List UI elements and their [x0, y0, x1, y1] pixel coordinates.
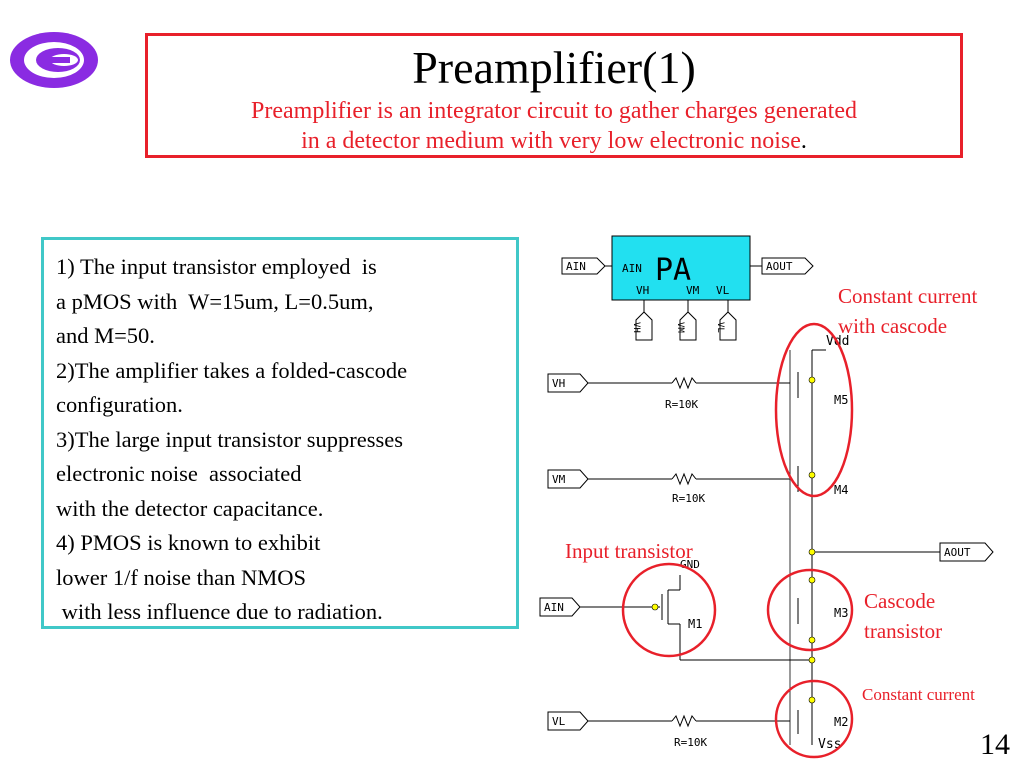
slide-subtitle — [148, 96, 960, 156]
port-aout-top-label: AOUT — [766, 260, 793, 273]
node-dot — [809, 472, 815, 478]
point-line: 4) PMOS is known to exhibit — [56, 530, 321, 555]
note-input-transistor: Input transistor — [565, 539, 693, 563]
gnd-label: GND — [680, 558, 700, 571]
note-line: transistor — [864, 619, 943, 643]
note-line: with cascode — [838, 314, 948, 338]
title-box — [145, 33, 963, 158]
vss-label: Vss — [818, 737, 842, 752]
resistor-vl — [672, 716, 696, 726]
m2-label: M2 — [834, 715, 849, 729]
port-aout-label: AOUT — [944, 546, 971, 559]
note-line: Cascode — [864, 589, 936, 613]
node-dot — [809, 549, 815, 555]
note-cascode-transistor — [864, 586, 942, 646]
m5-label: M5 — [834, 393, 849, 407]
resistor-vl-label: R=10K — [674, 736, 708, 749]
slide-title: Preamplifier(1) — [412, 42, 696, 93]
note-line: Constant current — [838, 284, 978, 308]
node-dot — [809, 697, 815, 703]
point-line: with the detector capacitance. — [56, 495, 324, 521]
highlight-input-transistor — [623, 564, 715, 656]
point-line: with less influence due to radiation. — [56, 599, 383, 624]
port-ain-label: AIN — [544, 601, 564, 614]
slide-number: 14 — [980, 728, 1010, 761]
resistor-vm-label: R=10K — [672, 492, 706, 505]
points-box — [41, 237, 519, 629]
m1-label: M1 — [688, 617, 703, 631]
point-line: 2)The amplifier takes a folded-cascode — [56, 357, 408, 383]
pa-block-in: AIN — [622, 262, 642, 275]
point-line: lower 1/f noise than NMOS — [56, 564, 306, 590]
node-dot — [809, 657, 815, 663]
node-dot — [809, 637, 815, 643]
node-dot — [652, 604, 658, 610]
institution-logo — [6, 28, 106, 92]
point-line: 1) The input transistor employed is — [56, 254, 377, 279]
resistor-vh — [672, 378, 696, 388]
pa-block-vl: VL — [716, 284, 730, 297]
subtitle-line-2: in a detector medium with very low electronic noise — [301, 128, 801, 154]
pa-block-vm: VM — [686, 284, 700, 297]
pa-block-name: PA — [655, 253, 692, 288]
resistor-vh-label: R=10K — [665, 398, 699, 411]
point-line: 3)The large input transistor suppresses — [56, 426, 404, 452]
resistor-vm — [672, 474, 696, 484]
subtitle-line-1: Preamplifier is an integrator circuit to gather charges generated — [251, 98, 857, 124]
m4-label: M4 — [834, 483, 849, 497]
point-line: configuration. — [56, 392, 183, 417]
subtitle-period: . — [800, 128, 807, 154]
point-line: electronic noise associated — [56, 461, 302, 486]
note-constant-current-cascode — [838, 281, 977, 341]
port-vm-top-label: VM — [675, 322, 685, 333]
node-dot — [809, 377, 815, 383]
vdd-label: Vdd — [826, 334, 850, 349]
port-vl-label: VL — [552, 715, 566, 728]
port-vh-top-label: VH — [631, 322, 641, 333]
port-vl-top-label: VL — [715, 322, 725, 333]
note-constant-current: Constant current — [862, 685, 975, 704]
point-line: a pMOS with W=15um, L=0.5um, — [56, 288, 374, 314]
m3-label: M3 — [834, 606, 849, 620]
port-vh-label: VH — [552, 377, 566, 390]
port-ain-top-label: AIN — [566, 260, 586, 273]
pa-block-vh: VH — [636, 284, 650, 297]
point-line: and M=50. — [56, 323, 155, 348]
node-dot — [809, 577, 815, 583]
port-vm-label: VM — [552, 473, 566, 486]
